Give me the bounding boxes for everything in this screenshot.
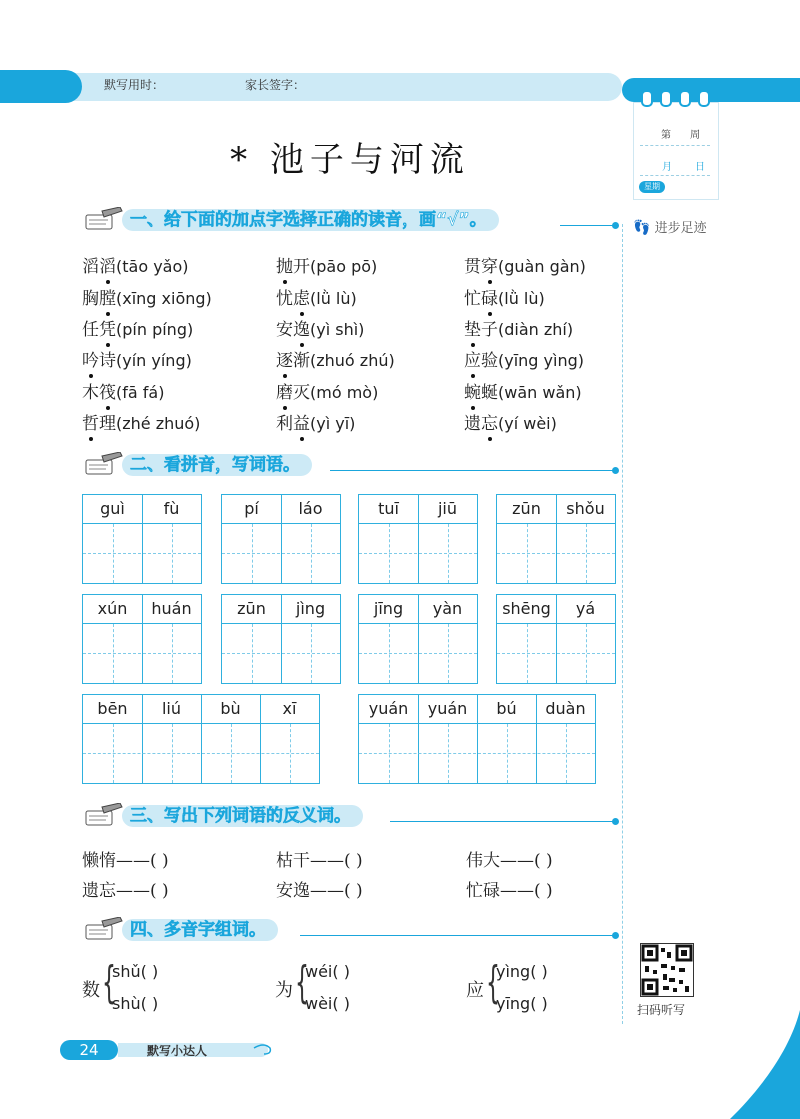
item-word — [464, 383, 498, 403]
word-char: 任 — [82, 320, 99, 340]
reading-item — [82, 284, 212, 309]
word-char: 理 — [99, 414, 116, 434]
pinyin-label: shǒu — [566, 499, 605, 518]
item-word — [464, 351, 498, 371]
polyphone-reading[interactable]: shù( ) — [112, 994, 159, 1013]
item-word — [276, 320, 310, 340]
grid-rule — [497, 623, 615, 624]
pinyin-label: yàn — [432, 599, 463, 618]
item-word — [464, 257, 498, 277]
reading-item — [276, 284, 357, 309]
antonym-word: 伟大 — [466, 851, 500, 871]
grid-rule — [83, 623, 201, 624]
item-pinyin: (diàn zhí) — [498, 320, 574, 339]
pinyin-label: xún — [97, 599, 128, 618]
antonym-blank[interactable]: ——( ) — [500, 881, 553, 901]
word-char: 抛 — [276, 252, 293, 277]
word-char: 筏 — [99, 378, 116, 403]
sidebar-divider — [622, 224, 623, 1024]
item-word — [82, 289, 116, 309]
polyphone-reading[interactable]: shǔ( ) — [112, 962, 159, 981]
antonym-word: 遗忘 — [82, 881, 116, 901]
polyphone-char: 数 — [82, 980, 100, 1001]
ring-icon — [641, 90, 653, 107]
qr-label: 扫码听写 — [637, 1003, 686, 1017]
grid-rule — [222, 523, 340, 524]
antonym-item — [466, 876, 553, 901]
antonym-item — [82, 846, 169, 871]
section-dot — [612, 222, 619, 229]
pinyin-label: duàn — [545, 699, 586, 718]
header-accent — [0, 70, 82, 103]
item-pinyin: (zhé zhuó) — [116, 414, 201, 433]
word-char: 虑 — [293, 284, 310, 309]
item-pinyin: (yí wèi) — [498, 414, 557, 433]
grid-guide — [359, 553, 477, 554]
grid-guide — [83, 753, 319, 754]
reading-item — [464, 346, 584, 371]
polyphone-reading[interactable]: wèi( ) — [305, 994, 350, 1013]
grid-rule — [359, 723, 595, 724]
pinyin-label: láo — [298, 499, 323, 518]
item-word — [82, 320, 116, 340]
reading-item — [82, 315, 193, 340]
pinyin-grid — [221, 494, 341, 584]
pinyin-label: jiū — [437, 499, 458, 518]
reading-item — [464, 284, 545, 309]
grid-guide — [359, 653, 477, 654]
progress-label: 进步足迹 — [654, 221, 707, 236]
pinyin-label: liú — [161, 699, 182, 718]
grid-rule — [359, 623, 477, 624]
word-char: 凭 — [99, 315, 116, 340]
pinyin-label: fù — [163, 499, 180, 518]
grid-rule — [83, 723, 319, 724]
pinyin-grid — [496, 494, 616, 584]
item-word — [82, 257, 116, 277]
item-pinyin: (wān wǎn) — [498, 383, 582, 402]
item-word — [464, 320, 498, 340]
polyphone-reading[interactable]: wéi( ) — [305, 962, 350, 981]
item-pinyin: (tāo yǎo) — [116, 257, 189, 276]
word-char: 子 — [481, 320, 498, 340]
polyphone-reading[interactable]: yìng( ) — [496, 962, 548, 981]
antonym-item — [82, 876, 169, 901]
pinyin-label: shēng — [502, 599, 551, 618]
section3-title: 三、写出下列词语的反义词。 — [122, 805, 363, 827]
antonym-word: 安逸 — [276, 881, 310, 901]
section2-title: 二、看拼音，写词语。 — [122, 454, 312, 476]
pinyin-label: zūn — [237, 599, 266, 618]
pinyin-label: bú — [496, 699, 517, 718]
item-pinyin: (yīng yìng) — [498, 351, 584, 370]
grid-rule — [222, 623, 340, 624]
grid-guide — [83, 653, 201, 654]
day-label: 日 — [695, 162, 705, 173]
pinyin-label: tuī — [378, 499, 399, 518]
antonym-blank[interactable]: ——( ) — [310, 881, 363, 901]
item-pinyin: (mó mò) — [310, 383, 379, 402]
antonym-blank[interactable]: ——( ) — [116, 881, 169, 901]
pinyin-grid — [496, 594, 616, 684]
ring-icon — [679, 90, 691, 107]
corner-decoration — [730, 1010, 800, 1119]
word-char: 开 — [293, 257, 310, 277]
antonym-blank[interactable]: ——( ) — [116, 851, 169, 871]
pinyin-grid — [82, 494, 202, 584]
word-char: 蜒 — [481, 383, 498, 403]
word-char: 应 — [464, 346, 481, 371]
antonym-blank[interactable]: ——( ) — [310, 851, 363, 871]
pinyin-label: zūn — [512, 499, 541, 518]
polyphone-reading[interactable]: yīng( ) — [496, 994, 548, 1013]
pinyin-label: yuán — [368, 699, 409, 718]
word-char: 逐 — [276, 346, 293, 371]
brace-icon: { — [486, 957, 500, 1008]
grid-guide — [83, 553, 201, 554]
item-pinyin: (lǜ lù) — [310, 289, 357, 308]
pinyin-label: xī — [282, 699, 297, 718]
reading-item — [82, 252, 189, 277]
header-bar — [0, 73, 622, 101]
item-word — [276, 351, 310, 371]
word-char: 验 — [481, 351, 498, 371]
item-word — [276, 414, 310, 434]
antonym-item — [276, 846, 363, 871]
section-dot — [612, 467, 619, 474]
month-label: 月 — [662, 162, 672, 173]
polyphone-char: 为 — [275, 980, 293, 1001]
polyphone-char: 应 — [466, 980, 484, 1001]
pinyin-label: bù — [220, 699, 241, 718]
grid-guide — [222, 653, 340, 654]
antonym-word: 忙碌 — [466, 881, 500, 901]
pinyin-grid — [358, 494, 478, 584]
word-char: 益 — [293, 409, 310, 434]
word-char: 木 — [82, 383, 99, 403]
item-pinyin: (lǜ lù) — [498, 289, 545, 308]
word-char: 忘 — [481, 409, 498, 434]
section-rule — [330, 470, 615, 471]
grid-rule — [83, 523, 201, 524]
item-pinyin: (guàn gàn) — [498, 257, 586, 276]
pinyin-label: jīng — [373, 599, 404, 618]
week-prefix: 第 — [661, 130, 671, 141]
word-char: 膛 — [99, 284, 116, 309]
antonym-item — [466, 846, 553, 871]
item-pinyin: (yì yī) — [310, 414, 356, 433]
item-pinyin: (xīng xiōng) — [116, 289, 212, 308]
brace-icon: { — [102, 957, 116, 1008]
reading-item — [464, 378, 582, 403]
item-pinyin: (zhuó zhú) — [310, 351, 395, 370]
pencil-icon — [80, 803, 124, 829]
word-char: 逸 — [293, 315, 310, 340]
qr-code-icon[interactable] — [640, 943, 694, 997]
grid-guide — [497, 553, 615, 554]
pencil-icon — [80, 207, 124, 233]
pinyin-label: pí — [244, 499, 259, 518]
pinyin-grid — [221, 594, 341, 684]
word-char: 滔 — [99, 252, 116, 277]
section4-title: 四、多音字组词。 — [122, 919, 278, 941]
word-char: 利 — [276, 414, 293, 434]
reading-item — [276, 409, 355, 434]
reading-item — [276, 315, 364, 340]
pencil-icon — [80, 917, 124, 943]
word-char: 穿 — [481, 252, 498, 277]
word-char: 蜿 — [464, 378, 481, 403]
word-char: 贯 — [464, 257, 481, 277]
reading-item — [464, 409, 557, 434]
reading-item — [82, 346, 192, 371]
time-label: 默写用时： — [104, 78, 165, 92]
section4-heading — [80, 917, 350, 943]
antonym-item — [276, 876, 363, 901]
weekday-badge: 星期 — [639, 181, 665, 193]
item-word — [464, 289, 498, 309]
item-word — [276, 383, 310, 403]
item-pinyin: (pín píng) — [116, 320, 194, 339]
section-rule — [560, 225, 615, 226]
grid-guide — [359, 753, 595, 754]
antonym-word: 枯干 — [276, 851, 310, 871]
word-char: 安 — [276, 320, 293, 340]
pinyin-label: yuán — [427, 699, 468, 718]
word-char: 胸 — [82, 289, 99, 309]
item-word — [82, 414, 116, 434]
reading-item — [276, 252, 377, 277]
antonym-word: 懒惰 — [82, 851, 116, 871]
item-word — [82, 383, 116, 403]
section1-title: 一、给下面的加点字选择正确的读音，画“√”。 — [122, 209, 499, 231]
pinyin-grid — [358, 694, 596, 784]
footer-label: 默写小达人 — [147, 1044, 208, 1058]
pinyin-grid — [82, 594, 202, 684]
word-char: 渐 — [293, 351, 310, 371]
pinyin-label: guì — [100, 499, 125, 518]
word-char: 遗 — [464, 414, 481, 434]
item-word — [464, 414, 498, 434]
reading-item — [82, 378, 164, 403]
grid-rule — [359, 523, 477, 524]
word-char: 忧 — [276, 289, 293, 309]
section-dot — [612, 932, 619, 939]
page-title: * 池子与河流 — [230, 140, 470, 180]
pinyin-grid — [358, 594, 478, 684]
pinyin-label: huán — [151, 599, 192, 618]
section2-heading — [80, 452, 380, 478]
page-number: 24 — [60, 1040, 118, 1060]
item-word — [82, 351, 116, 371]
reading-item — [276, 378, 378, 403]
pinyin-label: jìng — [295, 599, 326, 618]
brace-icon: { — [295, 957, 309, 1008]
grid-rule — [497, 523, 615, 524]
footprint-icon: 👣 — [633, 220, 651, 236]
reading-item — [276, 346, 395, 371]
item-pinyin: (pāo pō) — [310, 257, 378, 276]
section3-heading — [80, 803, 440, 829]
word-char: 碌 — [481, 284, 498, 309]
antonym-blank[interactable]: ——( ) — [500, 851, 553, 871]
section-rule — [390, 821, 615, 822]
item-pinyin: (yì shì) — [310, 320, 365, 339]
grid-guide — [222, 553, 340, 554]
sign-label: 家长签字： — [245, 78, 306, 92]
reading-item — [464, 252, 586, 277]
ring-icon — [660, 90, 672, 107]
word-char: 吟 — [82, 346, 99, 371]
word-char: 灭 — [293, 383, 310, 403]
item-pinyin: (fā fá) — [116, 383, 165, 402]
pinyin-label: yá — [575, 599, 596, 618]
progress-label-row — [633, 217, 707, 236]
pinyin-label: bēn — [97, 699, 128, 718]
word-char: 磨 — [276, 378, 293, 403]
week-suffix: 周 — [690, 130, 700, 141]
reading-item — [82, 409, 200, 434]
grid-guide — [497, 653, 615, 654]
word-char: 哲 — [82, 409, 99, 434]
section-dot — [612, 818, 619, 825]
item-word — [276, 257, 310, 277]
pencil-icon — [80, 452, 124, 478]
word-char: 垫 — [464, 315, 481, 340]
pinyin-grid — [82, 694, 320, 784]
word-char: 诗 — [99, 351, 116, 371]
section1-heading — [80, 207, 610, 233]
item-word — [276, 289, 310, 309]
item-pinyin: (yín yíng) — [116, 351, 192, 370]
word-char: 忙 — [464, 289, 481, 309]
reading-item — [464, 315, 573, 340]
section-rule — [300, 935, 615, 936]
word-char: 滔 — [82, 257, 99, 277]
ring-icon — [698, 90, 710, 107]
swirl-icon — [252, 1042, 274, 1058]
